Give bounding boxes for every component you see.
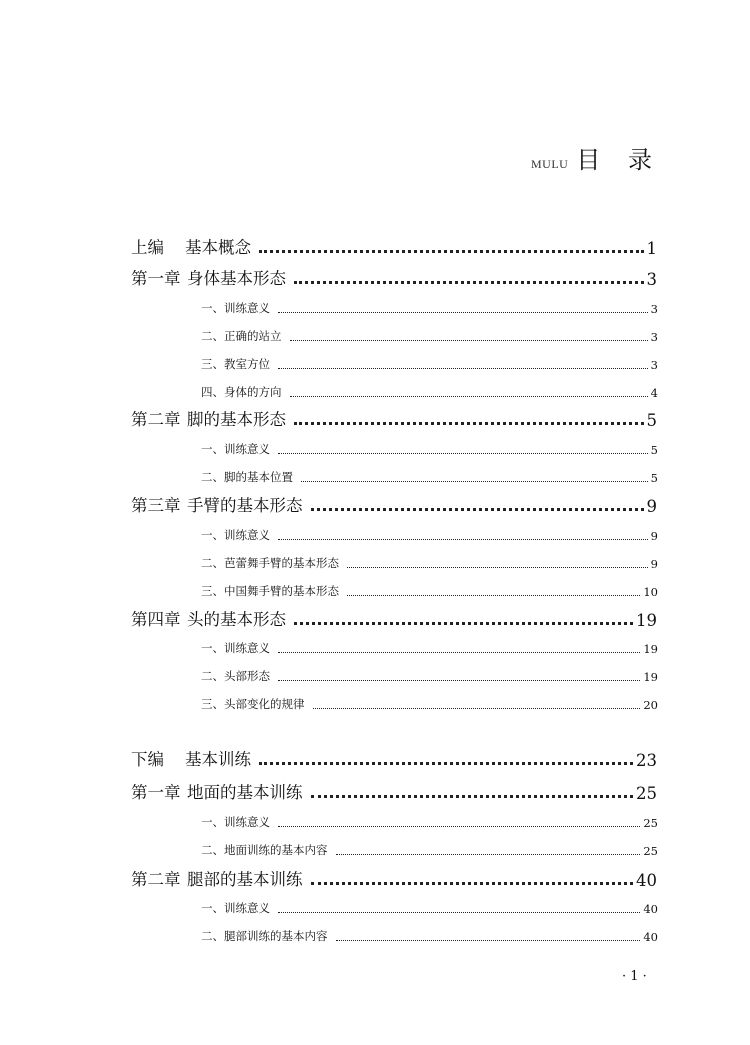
dot-leader bbox=[347, 595, 640, 596]
toc-chapter-4[interactable] bbox=[131, 608, 657, 630]
dot-leader bbox=[278, 826, 640, 827]
toc-part-1[interactable] bbox=[131, 236, 657, 258]
page-ref: 25 bbox=[643, 844, 658, 858]
dot-leader bbox=[278, 680, 640, 681]
chapter-number: 第一章 bbox=[131, 783, 181, 802]
toc-section[interactable] bbox=[201, 555, 658, 571]
dot-leader bbox=[278, 312, 648, 313]
dot-leader bbox=[311, 795, 634, 798]
dot-leader bbox=[336, 854, 641, 855]
page-ref: 1 bbox=[646, 239, 657, 258]
part-number: 下编 bbox=[131, 750, 164, 769]
part-title: 基本训练 bbox=[185, 750, 251, 769]
page-number: · 1 · bbox=[622, 969, 647, 984]
toc-section[interactable] bbox=[201, 668, 658, 684]
page-ref: 19 bbox=[643, 642, 658, 656]
page-ref: 23 bbox=[636, 751, 657, 770]
toc-section[interactable] bbox=[201, 300, 658, 316]
dot-leader bbox=[290, 340, 648, 341]
chapter-title: 头的基本形态 bbox=[187, 610, 286, 629]
chapter-title: 地面的基本训练 bbox=[187, 783, 303, 802]
chapter-title: 手臂的基本形态 bbox=[187, 496, 303, 515]
toc-section[interactable] bbox=[201, 696, 658, 712]
page-title: 目 录 bbox=[576, 146, 662, 174]
page-ref: 20 bbox=[643, 698, 658, 712]
section-title: 一、训练意义 bbox=[201, 641, 270, 655]
toc-chapter-5[interactable] bbox=[131, 781, 657, 803]
dot-leader bbox=[336, 940, 641, 941]
page-ref: 40 bbox=[636, 871, 657, 890]
dot-leader bbox=[290, 396, 648, 397]
page-ref: 5 bbox=[650, 443, 658, 457]
section-title: 一、训练意义 bbox=[201, 301, 270, 315]
page-ref: 19 bbox=[643, 670, 658, 684]
dot-leader bbox=[278, 368, 648, 369]
page-ref: 4 bbox=[650, 386, 658, 400]
chapter-title: 脚的基本形态 bbox=[187, 410, 286, 429]
dot-leader bbox=[278, 539, 648, 540]
page-ref: 3 bbox=[650, 358, 658, 372]
chapter-number: 第四章 bbox=[131, 610, 181, 629]
toc-section[interactable] bbox=[201, 441, 658, 457]
page-ref: 3 bbox=[646, 270, 657, 289]
toc-chapter-1[interactable] bbox=[131, 267, 657, 289]
toc-section[interactable] bbox=[201, 469, 658, 485]
dot-leader bbox=[278, 912, 640, 913]
part-title: 基本概念 bbox=[185, 238, 251, 257]
mulu-label: MULU bbox=[531, 157, 569, 171]
dot-leader bbox=[313, 708, 641, 709]
toc-section[interactable] bbox=[201, 527, 658, 543]
dot-leader bbox=[278, 652, 640, 653]
section-title: 二、腿部训练的基本内容 bbox=[201, 929, 328, 943]
toc-section[interactable] bbox=[201, 842, 658, 858]
section-title: 三、中国舞手臂的基本形态 bbox=[201, 584, 339, 598]
page-ref: 3 bbox=[650, 302, 658, 316]
dot-leader bbox=[294, 281, 644, 284]
dot-leader bbox=[259, 250, 644, 253]
dot-leader bbox=[311, 508, 644, 511]
toc-chapter-2[interactable] bbox=[131, 408, 657, 430]
dot-leader bbox=[294, 622, 633, 625]
page-ref: 3 bbox=[650, 330, 658, 344]
dot-leader bbox=[278, 453, 648, 454]
section-title: 四、身体的方向 bbox=[201, 385, 282, 399]
dot-leader bbox=[311, 882, 634, 885]
toc-section[interactable] bbox=[201, 384, 658, 400]
toc-section[interactable] bbox=[201, 814, 658, 830]
dot-leader bbox=[259, 762, 633, 765]
section-title: 二、正确的站立 bbox=[201, 329, 282, 343]
page-ref: 25 bbox=[636, 784, 657, 803]
chapter-number: 第三章 bbox=[131, 496, 181, 515]
section-title: 三、教室方位 bbox=[201, 357, 270, 371]
dot-leader bbox=[347, 567, 648, 568]
toc-section[interactable] bbox=[201, 900, 658, 916]
page-ref: 19 bbox=[636, 611, 657, 630]
section-title: 一、训练意义 bbox=[201, 901, 270, 915]
chapter-title: 腿部的基本训练 bbox=[187, 870, 303, 889]
page-ref: 9 bbox=[650, 529, 658, 543]
toc-section[interactable] bbox=[201, 928, 658, 944]
page-ref: 5 bbox=[646, 411, 657, 430]
chapter-number: 第二章 bbox=[131, 870, 181, 889]
section-title: 二、地面训练的基本内容 bbox=[201, 843, 328, 857]
page-ref: 40 bbox=[643, 930, 658, 944]
section-title: 一、训练意义 bbox=[201, 442, 270, 456]
chapter-number: 第一章 bbox=[131, 269, 181, 288]
section-title: 二、芭蕾舞手臂的基本形态 bbox=[201, 556, 339, 570]
page-ref: 10 bbox=[643, 585, 658, 599]
toc-section[interactable] bbox=[201, 640, 658, 656]
page-ref: 40 bbox=[643, 902, 658, 916]
chapter-title: 身体基本形态 bbox=[187, 269, 286, 288]
toc-chapter-3[interactable] bbox=[131, 494, 657, 516]
toc-section[interactable] bbox=[201, 583, 658, 599]
page-ref: 9 bbox=[650, 557, 658, 571]
toc-part-2[interactable] bbox=[131, 748, 657, 770]
section-title: 二、头部形态 bbox=[201, 669, 270, 683]
page-ref: 25 bbox=[643, 816, 658, 830]
toc-chapter-6[interactable] bbox=[131, 868, 657, 890]
part-number: 上编 bbox=[131, 238, 164, 257]
dot-leader bbox=[301, 481, 648, 482]
section-title: 三、头部变化的规律 bbox=[201, 697, 305, 711]
chapter-number: 第二章 bbox=[131, 410, 181, 429]
section-title: 一、训练意义 bbox=[201, 528, 270, 542]
dot-leader bbox=[294, 422, 644, 425]
page-ref: 9 bbox=[646, 497, 657, 516]
toc-section[interactable] bbox=[201, 356, 658, 372]
toc-section[interactable] bbox=[201, 328, 658, 344]
section-title: 一、训练意义 bbox=[201, 815, 270, 829]
section-title: 二、脚的基本位置 bbox=[201, 470, 293, 484]
page-ref: 5 bbox=[650, 471, 658, 485]
